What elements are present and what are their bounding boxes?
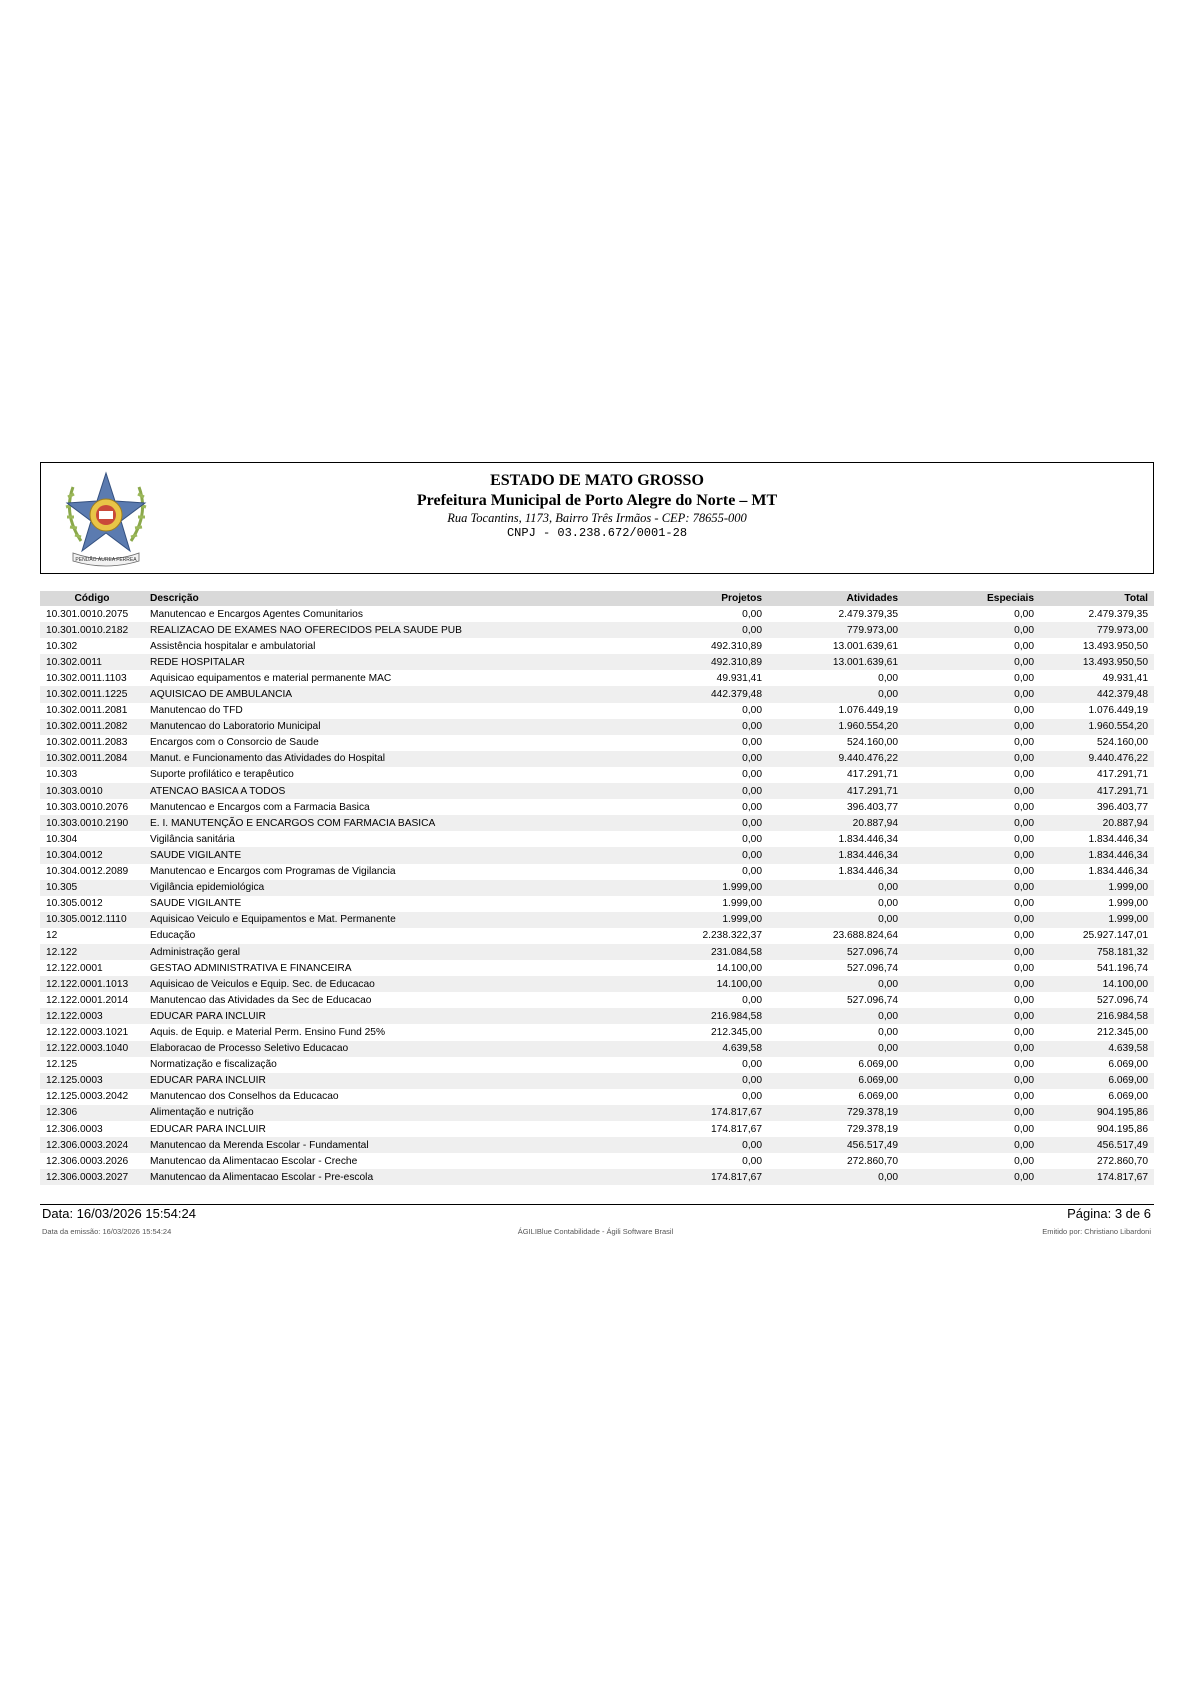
cell-total: 9.440.476,22 — [1040, 751, 1154, 767]
cell-descricao: Aquisicao equipamentos e material permanente MAC — [150, 672, 392, 684]
cell-total: 4.639,58 — [1040, 1041, 1154, 1057]
table-row — [40, 654, 1154, 670]
table-row — [40, 815, 1154, 831]
cell-especiais: 0,00 — [904, 1105, 1040, 1121]
cell-especiais: 0,00 — [904, 1008, 1040, 1024]
cell-projetos: 49.931,41 — [716, 672, 762, 684]
cell-total: 1.834.446,34 — [1088, 833, 1148, 845]
cell-descricao: Manutencao da Alimentacao Escolar - Pre-escola — [144, 1169, 598, 1185]
cell-total: 216.984,58 — [1040, 1008, 1154, 1024]
cell-especiais: 0,00 — [1014, 1059, 1034, 1071]
cell-projetos: 2.238.322,37 — [702, 930, 762, 942]
table-row — [40, 783, 1154, 799]
cell-projetos: 0,00 — [742, 833, 762, 845]
table-row — [40, 1153, 1154, 1169]
cell-especiais: 0,00 — [1014, 737, 1034, 749]
cell-especiais: 0,00 — [1014, 769, 1034, 781]
cell-codigo: 10.301.0010.2182 — [40, 622, 144, 638]
table-row — [40, 928, 1154, 944]
cell-projetos: 492.310,89 — [598, 654, 768, 670]
report-header — [40, 462, 1154, 574]
table-row — [40, 976, 1154, 992]
cell-codigo: 12.125 — [46, 1059, 78, 1071]
cell-total: 13.493.950,50 — [1040, 654, 1154, 670]
col-header-especiais: Especiais — [904, 591, 1040, 606]
table-row — [40, 960, 1154, 976]
cell-atividades: 0,00 — [768, 912, 904, 928]
cell-codigo: 12.122.0003.1040 — [40, 1041, 144, 1057]
table-row — [40, 880, 1154, 896]
cell-atividades: 0,00 — [878, 1026, 898, 1038]
cell-atividades: 396.403,77 — [847, 801, 898, 813]
cell-projetos: 0,00 — [742, 1155, 762, 1167]
cell-codigo: 12.306.0003.2026 — [46, 1155, 129, 1167]
cell-codigo: 10.302.0011.2082 — [40, 719, 144, 735]
table-row — [40, 638, 1154, 654]
cell-total: 541.196,74 — [1097, 962, 1148, 974]
cell-especiais: 0,00 — [904, 751, 1040, 767]
table-row — [40, 670, 1154, 686]
cell-codigo: 10.303.0010.2190 — [40, 815, 144, 831]
cell-total: 212.345,00 — [1097, 1026, 1148, 1038]
cell-projetos: 0,00 — [742, 866, 762, 878]
cell-atividades: 729.378,19 — [768, 1105, 904, 1121]
footer-date: Data: 16/03/2026 15:54:24 — [42, 1206, 196, 1221]
cell-atividades: 0,00 — [768, 1041, 904, 1057]
table-row — [40, 831, 1154, 847]
cell-descricao: Aquisicao Veiculo e Equipamentos e Mat. Permanente — [144, 912, 598, 928]
cell-atividades: 2.479.379,35 — [838, 608, 898, 620]
cell-projetos: 0,00 — [598, 1073, 768, 1089]
cell-especiais: 0,00 — [904, 912, 1040, 928]
cell-atividades: 1.076.449,19 — [838, 705, 898, 717]
table-row — [40, 992, 1154, 1008]
footer-software: ÁGILIBlue Contabilidade - Ágili Software Brasil — [517, 1227, 674, 1236]
cell-descricao: E. I. MANUTENÇÃO E ENCARGOS COM FARMACIA BASICA — [144, 815, 598, 831]
cell-codigo: 10.302.0011.1103 — [46, 672, 127, 684]
cell-codigo: 12.122.0001 — [46, 962, 103, 974]
cell-total: 25.927.147,01 — [1082, 930, 1148, 942]
table-row — [40, 1041, 1154, 1057]
footer-divider — [40, 1204, 1154, 1205]
footer-page-number: Página: 3 de 6 — [1067, 1206, 1151, 1221]
cell-total: 779.973,00 — [1040, 622, 1154, 638]
cell-codigo: 10.302.0011 — [40, 654, 144, 670]
table-row — [40, 864, 1154, 880]
cell-codigo: 12.306.0003.2024 — [40, 1137, 144, 1153]
cell-descricao: Educação — [150, 930, 196, 942]
cell-total: 1.960.554,20 — [1040, 719, 1154, 735]
cell-total: 20.887,94 — [1040, 815, 1154, 831]
cell-projetos: 442.379,48 — [598, 686, 768, 702]
cell-projetos: 0,00 — [742, 737, 762, 749]
col-header-descricao: Descrição — [144, 591, 598, 606]
table-row — [40, 1089, 1154, 1105]
cell-atividades: 417.291,71 — [847, 769, 898, 781]
table-row — [40, 751, 1154, 767]
cell-especiais: 0,00 — [1014, 1155, 1034, 1167]
footer-emission-date: Data da emissão: 16/03/2026 15:54:24 — [42, 1227, 172, 1236]
cell-descricao: Suporte profilático e terapêutico — [150, 769, 294, 781]
cell-descricao: Normatização e fiscalização — [150, 1059, 277, 1071]
cell-total: 904.195,86 — [1040, 1105, 1154, 1121]
budget-table — [40, 591, 1154, 1185]
cell-projetos: 0,00 — [742, 1059, 762, 1071]
table-row — [40, 1008, 1154, 1024]
cell-atividades: 527.096,74 — [847, 994, 898, 1006]
cell-codigo: 10.303.0010.2076 — [46, 801, 129, 813]
cell-especiais: 0,00 — [1014, 705, 1034, 717]
table-row — [40, 896, 1154, 912]
cell-atividades: 524.160,00 — [847, 737, 898, 749]
footer-emitted-by: Emitido por: Christiano Libardoni — [1042, 1227, 1151, 1236]
cell-especiais: 0,00 — [1014, 1123, 1034, 1135]
cell-codigo: 10.302.0011.1225 — [40, 686, 144, 702]
cell-atividades: 6.069,00 — [858, 1059, 898, 1071]
cell-codigo: 12 — [46, 930, 58, 942]
cell-descricao: Administração geral — [144, 944, 598, 960]
col-header-projetos: Projetos — [598, 591, 768, 606]
cell-especiais: 0,00 — [1014, 608, 1034, 620]
cell-atividades: 6.069,00 — [768, 1073, 904, 1089]
cell-atividades: 527.096,74 — [847, 962, 898, 974]
seal-motto: PENDÃO ÁUREA FERREA — [75, 557, 137, 563]
cell-atividades: 0,00 — [768, 1169, 904, 1185]
cell-projetos: 0,00 — [742, 1091, 762, 1103]
cell-codigo: 12.122 — [40, 944, 144, 960]
cell-descricao: Manutencao da Alimentacao Escolar - Creche — [150, 1155, 358, 1167]
cell-projetos: 174.817,67 — [598, 1105, 768, 1121]
cell-total: 527.096,74 — [1097, 994, 1148, 1006]
cell-codigo: 10.302.0011.2084 — [40, 751, 144, 767]
cell-descricao: Assistência hospitalar e ambulatorial — [150, 640, 316, 652]
cell-projetos: 0,00 — [598, 847, 768, 863]
cell-total: 417.291,71 — [1040, 783, 1154, 799]
cell-descricao: Manut. e Funcionamento das Atividades do Hospital — [144, 751, 598, 767]
cell-atividades: 456.517,49 — [768, 1137, 904, 1153]
cell-codigo: 12.306.0003 — [46, 1123, 103, 1135]
state-title: ESTADO DE MATO GROSSO — [490, 472, 704, 489]
col-header-codigo: Código — [40, 591, 144, 606]
cell-especiais: 0,00 — [904, 783, 1040, 799]
table-row — [40, 912, 1154, 928]
cell-total: 396.403,77 — [1097, 801, 1148, 813]
cell-codigo: 12.306 — [40, 1105, 144, 1121]
cell-total: 13.493.950,50 — [1082, 640, 1148, 652]
cell-codigo: 10.302.0011.2083 — [46, 737, 128, 749]
cell-total: 49.931,41 — [1102, 672, 1148, 684]
cell-codigo: 10.303.0010 — [40, 783, 144, 799]
cell-especiais: 0,00 — [1014, 962, 1034, 974]
cell-projetos: 0,00 — [742, 994, 762, 1006]
address-line: Rua Tocantins, 1173, Bairro Três Irmãos - CEP: 78655-000 — [447, 511, 747, 525]
cell-total: 2.479.379,35 — [1088, 608, 1148, 620]
cell-total: 1.834.446,34 — [1088, 866, 1148, 878]
cell-atividades: 0,00 — [768, 1008, 904, 1024]
cell-atividades: 0,00 — [878, 672, 898, 684]
cell-descricao: Manutencao dos Conselhos da Educacao — [150, 1091, 339, 1103]
cell-descricao: Vigilância epidemiológica — [144, 880, 598, 896]
cell-especiais: 0,00 — [904, 976, 1040, 992]
cell-atividades: 13.001.639,61 — [832, 640, 898, 652]
cell-codigo: 10.301.0010.2075 — [46, 608, 129, 620]
cell-descricao: Elaboracao de Processo Seletivo Educacao — [144, 1041, 598, 1057]
cell-projetos: 0,00 — [742, 801, 762, 813]
cell-projetos: 0,00 — [598, 783, 768, 799]
cell-codigo: 12.122.0001.1013 — [40, 976, 144, 992]
table-row — [40, 1121, 1154, 1137]
cell-codigo: 10.305 — [40, 880, 144, 896]
cell-projetos: 174.817,67 — [598, 1169, 768, 1185]
cell-codigo: 12.306.0003.2027 — [40, 1169, 144, 1185]
header-text — [41, 471, 1153, 541]
cell-total: 758.181,32 — [1040, 944, 1154, 960]
cell-descricao: SAUDE VIGILANTE — [150, 898, 242, 910]
cell-projetos: 216.984,58 — [598, 1008, 768, 1024]
table-row — [40, 1169, 1154, 1185]
table-row — [40, 735, 1154, 751]
cell-atividades: 6.069,00 — [858, 1091, 898, 1103]
cell-atividades: 1.960.554,20 — [768, 719, 904, 735]
cell-total: 14.100,00 — [1040, 976, 1154, 992]
cell-descricao: SAUDE VIGILANTE — [144, 847, 598, 863]
cell-descricao: EDUCAR PARA INCLUIR — [144, 1073, 598, 1089]
cell-especiais: 0,00 — [1014, 1026, 1034, 1038]
cell-projetos: 212.345,00 — [711, 1026, 762, 1038]
cell-codigo: 12.122.0003.1021 — [46, 1026, 129, 1038]
cell-descricao: Manutencao do Laboratorio Municipal — [144, 719, 598, 735]
cell-total: 442.379,48 — [1040, 686, 1154, 702]
cell-total: 417.291,71 — [1097, 769, 1148, 781]
cell-descricao: Manutencao e Encargos com Programas de Vigilancia — [150, 866, 396, 878]
cell-projetos: 14.100,00 — [598, 976, 768, 992]
cell-projetos: 0,00 — [742, 705, 762, 717]
cell-atividades: 1.834.446,34 — [768, 847, 904, 863]
cell-atividades: 779.973,00 — [768, 622, 904, 638]
table-row — [40, 767, 1154, 783]
cell-projetos: 1.999,00 — [722, 898, 762, 910]
cell-descricao: ATENCAO BASICA A TODOS — [144, 783, 598, 799]
cell-total: 6.069,00 — [1108, 1091, 1148, 1103]
cell-total: 174.817,67 — [1040, 1169, 1154, 1185]
cell-codigo: 10.302 — [46, 640, 78, 652]
cell-atividades: 20.887,94 — [768, 815, 904, 831]
cell-total: 272.860,70 — [1097, 1155, 1148, 1167]
cell-descricao: EDUCAR PARA INCLUIR — [150, 1123, 266, 1135]
cell-descricao: EDUCAR PARA INCLUIR — [144, 1008, 598, 1024]
table-body — [40, 606, 1154, 1185]
cell-especiais: 0,00 — [904, 1041, 1040, 1057]
cell-atividades: 417.291,71 — [768, 783, 904, 799]
cnpj-line: CNPJ - 03.238.672/0001-28 — [506, 526, 688, 540]
cell-projetos: 4.639,58 — [598, 1041, 768, 1057]
cell-especiais: 0,00 — [1014, 833, 1034, 845]
cell-codigo: 12.122.0003 — [40, 1008, 144, 1024]
cell-projetos: 0,00 — [742, 769, 762, 781]
cell-codigo: 10.305.0012.1110 — [40, 912, 144, 928]
cell-especiais: 0,00 — [904, 944, 1040, 960]
cell-codigo: 10.302.0011.2081 — [46, 705, 128, 717]
table-row — [40, 944, 1154, 960]
cell-especiais: 0,00 — [904, 1169, 1040, 1185]
col-header-total: Total — [1040, 591, 1154, 606]
cell-total: 524.160,00 — [1097, 737, 1148, 749]
cell-projetos: 0,00 — [598, 751, 768, 767]
table-row — [40, 686, 1154, 702]
cell-descricao: Aquisicao de Veiculos e Equip. Sec. de Educacao — [144, 976, 598, 992]
cell-projetos: 0,00 — [598, 1137, 768, 1153]
cell-especiais: 0,00 — [904, 622, 1040, 638]
cell-projetos: 0,00 — [598, 622, 768, 638]
cell-especiais: 0,00 — [904, 1137, 1040, 1153]
cell-projetos: 174.817,67 — [711, 1123, 762, 1135]
cell-especiais: 0,00 — [1014, 898, 1034, 910]
cell-atividades: 729.378,19 — [847, 1123, 898, 1135]
cell-descricao: GESTAO ADMINISTRATIVA E FINANCEIRA — [150, 962, 352, 974]
cell-especiais: 0,00 — [904, 815, 1040, 831]
cell-projetos: 1.999,00 — [598, 880, 768, 896]
cell-atividades: 1.834.446,34 — [838, 866, 898, 878]
cell-codigo: 12.125.0003.2042 — [46, 1091, 129, 1103]
cell-projetos: 1.999,00 — [598, 912, 768, 928]
cell-total: 904.195,86 — [1097, 1123, 1148, 1135]
cell-especiais: 0,00 — [904, 1073, 1040, 1089]
cell-projetos: 14.100,00 — [716, 962, 762, 974]
cell-descricao: Manutencao do TFD — [150, 705, 243, 717]
cell-atividades: 0,00 — [768, 880, 904, 896]
cell-especiais: 0,00 — [904, 719, 1040, 735]
cell-codigo: 12.125.0003 — [40, 1073, 144, 1089]
table-row — [40, 606, 1154, 622]
prefeitura-title: Prefeitura Municipal de Porto Alegre do Norte – MT — [416, 492, 778, 509]
cell-atividades: 0,00 — [768, 976, 904, 992]
cell-descricao: Aquis. de Equip. e Material Perm. Ensino Fund 25% — [150, 1026, 386, 1038]
cell-atividades: 1.834.446,34 — [838, 833, 898, 845]
cell-especiais: 0,00 — [1014, 994, 1034, 1006]
cell-projetos: 0,00 — [742, 608, 762, 620]
cell-descricao: Encargos com o Consorcio de Saude — [150, 737, 319, 749]
cell-total: 456.517,49 — [1040, 1137, 1154, 1153]
table-header-row — [40, 591, 1154, 606]
cell-atividades: 13.001.639,61 — [768, 654, 904, 670]
cell-descricao: Manutencao da Merenda Escolar - Fundamental — [144, 1137, 598, 1153]
cell-total: 1.999,00 — [1040, 912, 1154, 928]
table-row — [40, 1105, 1154, 1121]
cell-descricao: Manutencao e Encargos com a Farmacia Basica — [150, 801, 370, 813]
cell-codigo: 10.304 — [46, 833, 78, 845]
table-row — [40, 1024, 1154, 1040]
cell-especiais: 0,00 — [904, 847, 1040, 863]
cell-atividades: 527.096,74 — [768, 944, 904, 960]
cell-projetos: 0,00 — [598, 719, 768, 735]
cell-descricao: AQUISICAO DE AMBULANCIA — [144, 686, 598, 702]
cell-especiais: 0,00 — [1014, 930, 1034, 942]
cell-total: 1.076.449,19 — [1088, 705, 1148, 717]
table-row — [40, 703, 1154, 719]
cell-descricao: Alimentação e nutrição — [144, 1105, 598, 1121]
cell-projetos: 492.310,89 — [711, 640, 762, 652]
cell-total: 6.069,00 — [1040, 1073, 1154, 1089]
cell-descricao: REALIZACAO DE EXAMES NAO OFERECIDOS PELA SAUDE PUB — [144, 622, 598, 638]
cell-projetos: 0,00 — [598, 815, 768, 831]
table-row — [40, 847, 1154, 863]
table-row — [40, 799, 1154, 815]
table-row — [40, 622, 1154, 638]
cell-codigo: 10.305.0012 — [46, 898, 103, 910]
cell-especiais: 0,00 — [1014, 801, 1034, 813]
cell-total: 1.999,00 — [1108, 898, 1148, 910]
cell-descricao: REDE HOSPITALAR — [144, 654, 598, 670]
cell-especiais: 0,00 — [1014, 672, 1034, 684]
cell-especiais: 0,00 — [904, 686, 1040, 702]
cell-descricao: Vigilância sanitária — [150, 833, 235, 845]
cell-atividades: 0,00 — [878, 898, 898, 910]
cell-descricao: Manutencao das Atividades da Sec de Educacao — [150, 994, 372, 1006]
cell-especiais: 0,00 — [1014, 1091, 1034, 1103]
cell-atividades: 272.860,70 — [847, 1155, 898, 1167]
cell-codigo: 10.304.0012.2089 — [46, 866, 129, 878]
cell-atividades: 23.688.824,64 — [832, 930, 898, 942]
cell-codigo: 10.303 — [46, 769, 78, 781]
cell-especiais: 0,00 — [1014, 866, 1034, 878]
table-row — [40, 1137, 1154, 1153]
cell-total: 1.834.446,34 — [1040, 847, 1154, 863]
cell-codigo: 12.122.0001.2014 — [46, 994, 129, 1006]
cell-codigo: 10.304.0012 — [40, 847, 144, 863]
table-row — [40, 719, 1154, 735]
cell-especiais: 0,00 — [904, 880, 1040, 896]
cell-atividades: 9.440.476,22 — [768, 751, 904, 767]
table-row — [40, 1073, 1154, 1089]
col-header-atividades: Atividades — [768, 591, 904, 606]
cell-projetos: 231.084,58 — [598, 944, 768, 960]
cell-atividades: 0,00 — [768, 686, 904, 702]
table-row — [40, 1057, 1154, 1073]
cell-especiais: 0,00 — [1014, 640, 1034, 652]
cell-total: 6.069,00 — [1108, 1059, 1148, 1071]
cell-especiais: 0,00 — [904, 654, 1040, 670]
cell-descricao: Manutencao e Encargos Agentes Comunitarios — [150, 608, 363, 620]
cell-total: 1.999,00 — [1040, 880, 1154, 896]
